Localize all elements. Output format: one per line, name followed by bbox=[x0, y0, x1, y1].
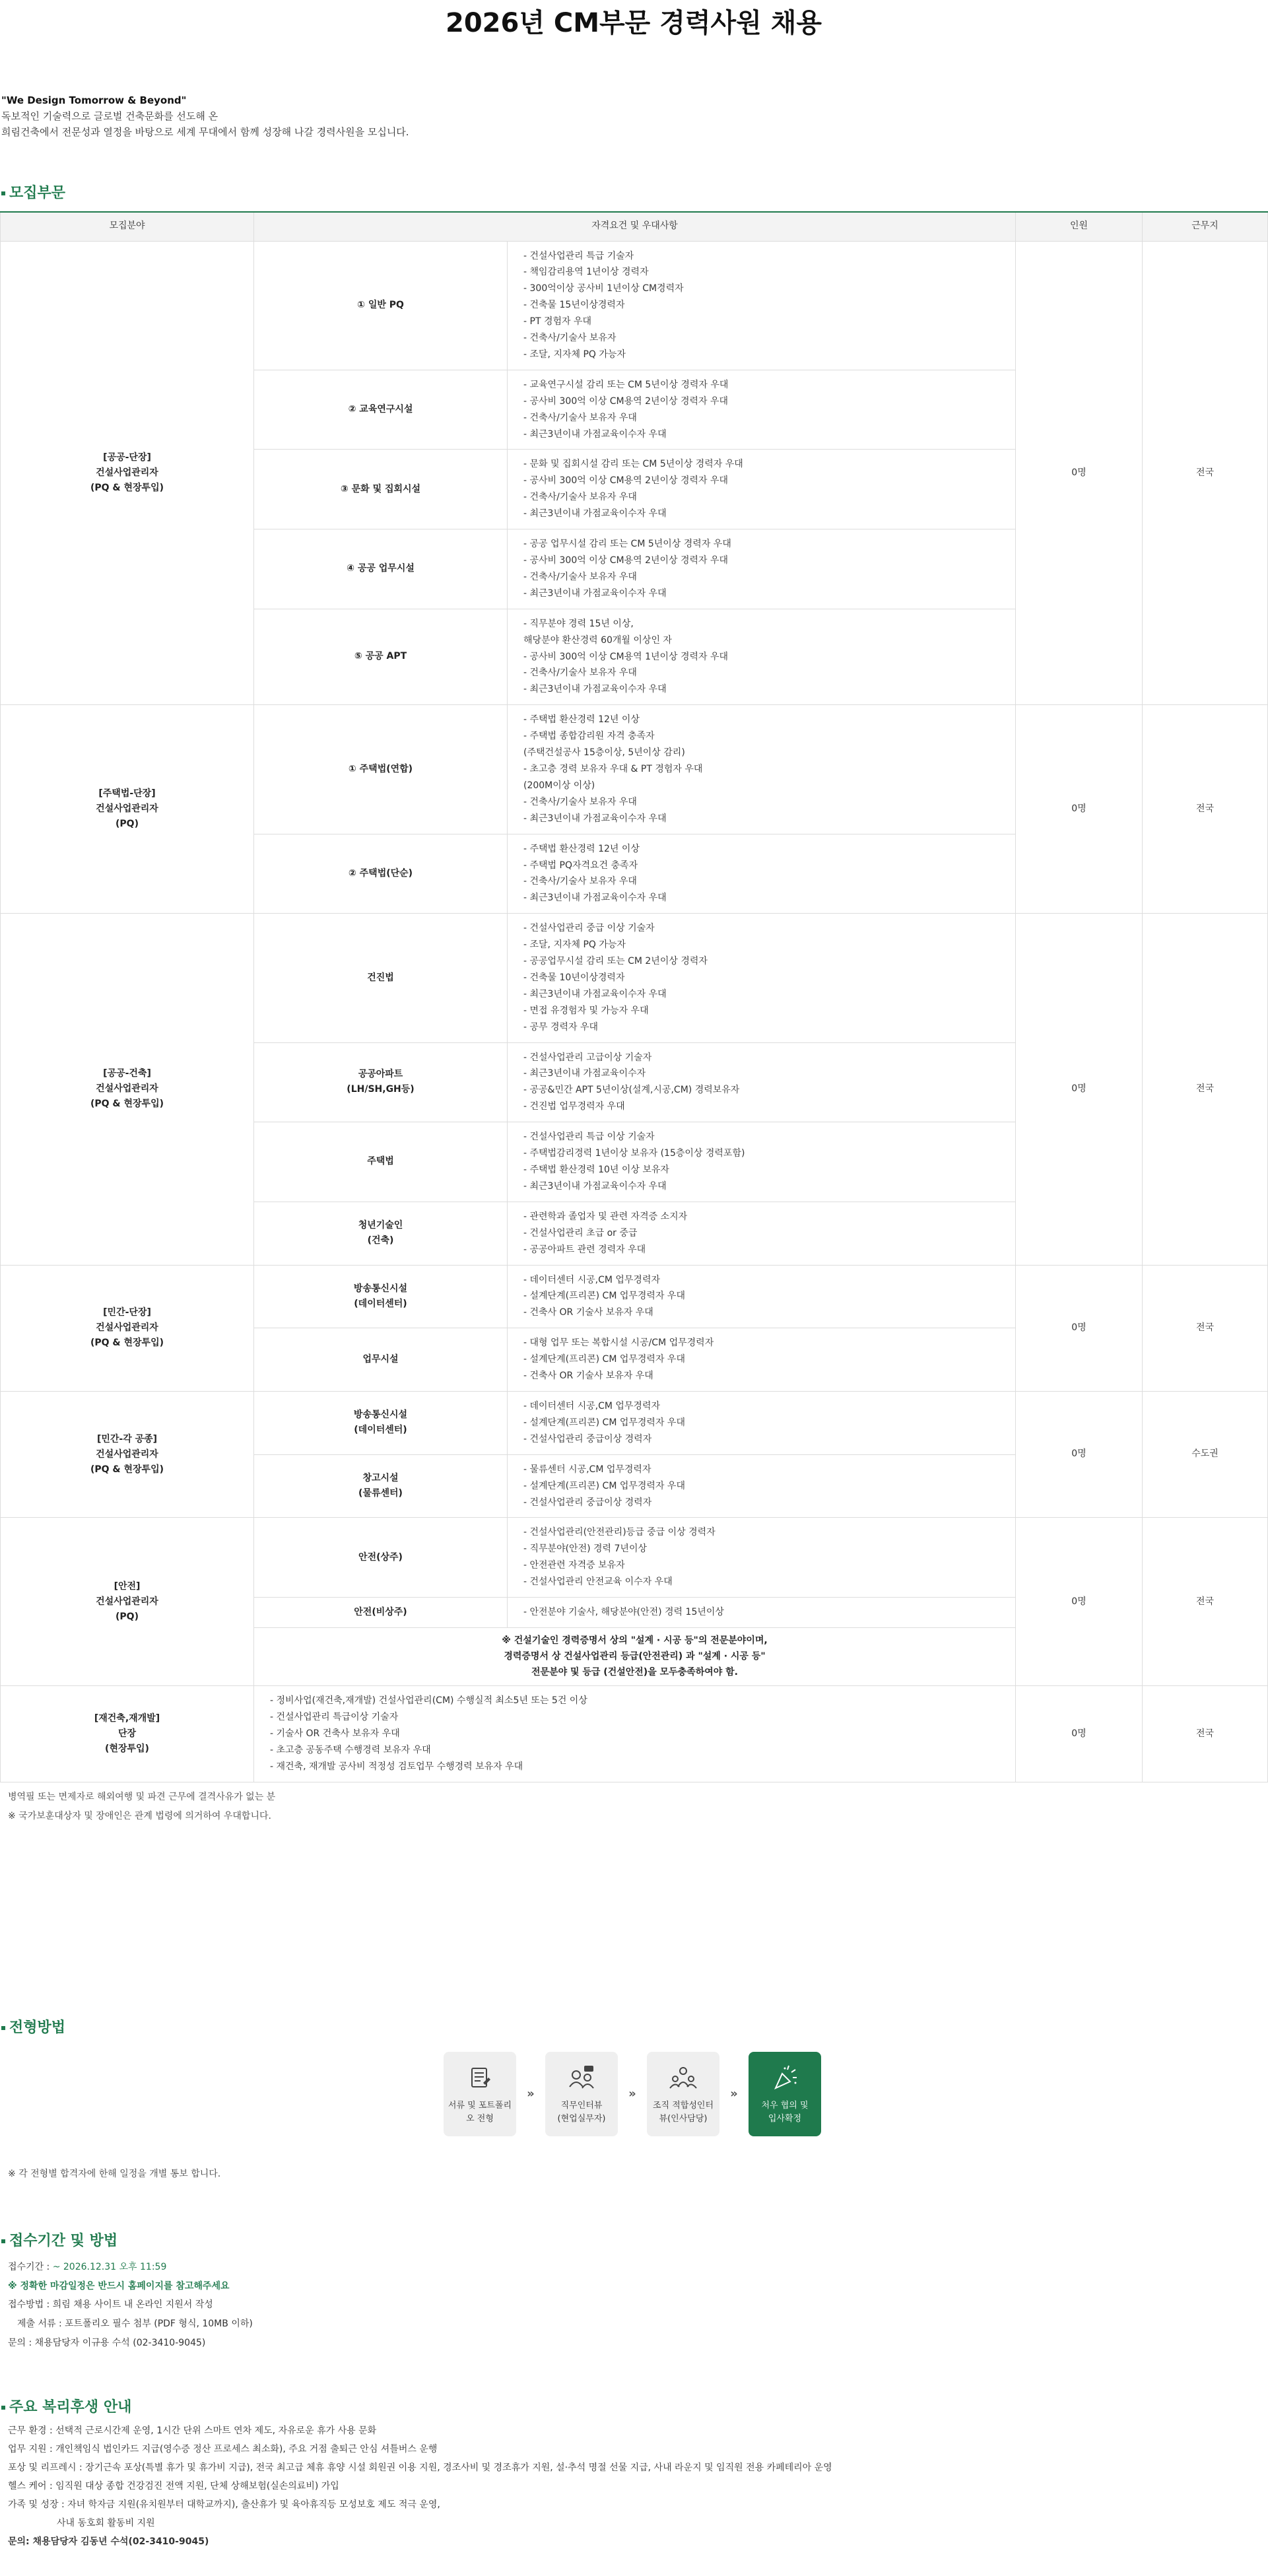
welfare-line: 헬스 케어 : 임직원 대상 종합 건강검진 전액 지원, 단체 상해보험(실손의료비) 가입 bbox=[8, 2481, 339, 2491]
interview-icon bbox=[566, 2062, 597, 2094]
area-line: [민간-단장] bbox=[103, 1307, 151, 1318]
requirement-line: - 공무 경력자 우대 bbox=[523, 1021, 599, 1033]
page-title: 2026년 CM부문 경력사원 채용 bbox=[445, 8, 822, 38]
location-cell: 전국 bbox=[1143, 914, 1268, 1265]
requirement-line: - 정비사업(재건축,재개발) 건설사업관리(CM) 수행실적 최소5년 또는 5건 이상 bbox=[270, 1695, 587, 1707]
sub-category-line: 방송통신시설 bbox=[353, 1283, 408, 1294]
requirement-line: - 최근3년이내 가점교육이수자 우대 bbox=[523, 988, 667, 1000]
area-cell bbox=[1, 1518, 254, 1686]
table-row bbox=[1, 241, 1268, 370]
requirement-line: - 설계단계(프리콘) CM 업무경력자 우대 bbox=[523, 1480, 685, 1491]
process-note: ※ 각 전형별 합격자에 한해 일정을 개별 통보 합니다. bbox=[8, 2169, 221, 2179]
requirement-line: - 최근3년이내 가점교육이수자 bbox=[523, 1068, 646, 1079]
requirement-line: - 건설사업관리 중급 이상 기술자 bbox=[523, 923, 655, 934]
chevron-right-icon: » bbox=[527, 2087, 535, 2101]
table-row bbox=[1, 1391, 1268, 1454]
chevron-right-icon: » bbox=[730, 2087, 738, 2101]
requirements-cell bbox=[508, 450, 1016, 529]
requirement-line: - 안전관련 자격증 보유자 bbox=[523, 1560, 625, 1571]
process-step-label bbox=[448, 2099, 512, 2125]
sub-category-line: 창고시설 bbox=[362, 1472, 399, 1483]
table-row bbox=[1, 914, 1268, 1042]
intro-slogan: "We Design Tomorrow & Beyond" bbox=[1, 94, 187, 106]
welfare-info bbox=[8, 2422, 832, 2551]
requirement-line: - 공사비 300억 이상 CM용역 2년이상 경력자 우대 bbox=[523, 395, 729, 407]
intro bbox=[0, 92, 1267, 140]
sub-category-line: 주택법 bbox=[367, 1156, 394, 1167]
section-title-text: 전형방법 bbox=[9, 2019, 66, 2036]
requirement-line: - 초고층 공동주택 수행경력 보유자 우대 bbox=[270, 1745, 431, 1756]
welfare-line: 업무 지원 : 개인책임식 법인카드 지급(영수증 정산 프로세스 최소화), 주요 거점 출퇴근 안심 셔틀버스 운행 bbox=[8, 2444, 438, 2455]
requirement-line: - 건축사/기술사 보유자 우대 bbox=[523, 876, 637, 887]
requirement-line: - 관련학과 졸업자 및 관련 자격증 소지자 bbox=[523, 1211, 688, 1222]
requirements-cell bbox=[508, 529, 1016, 609]
sub-category-line: (LH/SH,GH등) bbox=[347, 1084, 415, 1095]
area-line: 건설사업관리자 bbox=[96, 1448, 158, 1460]
location-cell: 전국 bbox=[1143, 705, 1268, 914]
requirement-line: - 조달, 지자체 PQ 가능자 bbox=[523, 939, 626, 951]
area-line: (PQ) bbox=[116, 819, 139, 830]
area-cell bbox=[1, 1686, 254, 1782]
location-cell: 수도권 bbox=[1143, 1391, 1268, 1517]
requirement-line: - 안전분야 기술사, 해당분야(안전) 경력 15년이상 bbox=[523, 1607, 724, 1618]
header-area: 모집분야 bbox=[1, 212, 254, 241]
area-line: (PQ) bbox=[116, 1611, 139, 1622]
count-cell: 0명 bbox=[1016, 914, 1143, 1265]
area-line: 건설사업관리자 bbox=[96, 1322, 158, 1334]
step-label-line: 직무인터뷰 bbox=[560, 2101, 603, 2111]
sub-category-line: 안전(비상주) bbox=[354, 1606, 407, 1617]
requirement-line: - 조달, 지자체 PQ 가능자 bbox=[523, 349, 626, 360]
location-cell: 전국 bbox=[1143, 1686, 1268, 1782]
sub-category-cell bbox=[254, 1454, 508, 1518]
requirement-line: - 설계단계(프리콘) CM 업무경력자 우대 bbox=[523, 1417, 685, 1428]
area-line: [공공-건축] bbox=[103, 1068, 151, 1079]
area-line: 건설사업관리자 bbox=[96, 1596, 158, 1607]
area-line: [공공-단장] bbox=[103, 452, 151, 463]
requirements-cell bbox=[508, 914, 1016, 1042]
requirement-line: (주택건설공사 15층이상, 5년이상 감리) bbox=[523, 747, 685, 759]
requirement-line: - 최근3년이내 가점교육이수자 우대 bbox=[523, 588, 667, 599]
section-bullet-icon bbox=[1, 2026, 5, 2030]
requirement-line: - 최근3년이내 가점교육이수자 우대 bbox=[523, 1180, 667, 1192]
sub-category-cell bbox=[254, 834, 508, 914]
requirement-line: - 공사비 300억 이상 CM용역 1년이상 경력자 우대 bbox=[523, 651, 729, 662]
requirements-cell bbox=[508, 241, 1016, 370]
area-cell bbox=[1, 1265, 254, 1391]
count-cell: 0명 bbox=[1016, 1391, 1143, 1517]
sub-category-line: ② 교육연구시설 bbox=[348, 404, 413, 415]
requirement-line: - 면접 유경험자 및 가능자 우대 bbox=[523, 1005, 649, 1016]
requirements-cell bbox=[508, 1518, 1016, 1598]
count-cell: 0명 bbox=[1016, 705, 1143, 914]
apply-info bbox=[8, 2258, 253, 2352]
process-step-label bbox=[761, 2099, 808, 2125]
requirement-line: - 건축사/기술사 보유자 우대 bbox=[523, 412, 637, 423]
count-cell: 0명 bbox=[1016, 1518, 1143, 1686]
requirement-line: - 공공아파트 관련 경력자 우대 bbox=[523, 1244, 646, 1255]
sub-category-cell bbox=[254, 450, 508, 529]
note-line: ※ 국가보훈대상자 및 장애인은 관계 법령에 의거하여 우대합니다. bbox=[8, 1810, 271, 1821]
requirement-line: - 직무분야(안전) 경력 7년이상 bbox=[523, 1543, 647, 1555]
requirement-line: - 건축물 15년이상경력자 bbox=[523, 300, 625, 311]
count-cell: 0명 bbox=[1016, 241, 1143, 705]
sub-category-cell bbox=[254, 609, 508, 705]
sub-category-cell bbox=[254, 1391, 508, 1454]
section-title-text: 모집부문 bbox=[9, 185, 66, 201]
requirements-cell bbox=[508, 1454, 1016, 1518]
requirement-line: - 데이터센터 시공,CM 업무경력자 bbox=[523, 1400, 660, 1411]
requirement-line: - 대형 업무 또는 복합시설 시공/CM 업무경력자 bbox=[523, 1338, 714, 1349]
process-step-label bbox=[558, 2099, 606, 2125]
requirements-cell bbox=[508, 1122, 1016, 1202]
requirement-line: - 설계단계(프리콘) CM 업무경력자 우대 bbox=[523, 1354, 685, 1365]
requirement-line: - 기술사 OR 건축사 보유자 우대 bbox=[270, 1728, 400, 1740]
sub-category-cell bbox=[254, 914, 508, 1042]
step-label-line: 뷰(인사담당) bbox=[659, 2113, 708, 2124]
requirement-line: - 300억이상 공사비 1년이상 CM경력자 bbox=[523, 283, 684, 294]
requirement-line: - 건설사업관리 초급 or 중급 bbox=[523, 1227, 638, 1238]
area-line: [재건축,재개발] bbox=[94, 1712, 160, 1724]
requirement-line: - 교육연구시설 감리 또는 CM 5년이상 경력자 우대 bbox=[523, 379, 729, 390]
process-step-interview bbox=[545, 2052, 618, 2136]
requirement-line: - 초고층 경력 보유자 우대 & PT 경험자 우대 bbox=[523, 763, 703, 774]
sub-category-line: (건축) bbox=[367, 1235, 394, 1246]
area-cell bbox=[1, 914, 254, 1265]
welfare-line: 포상 및 리프레시 : 장기근속 포상(특별 휴가 및 휴가비 지급), 전국 최고급 체휴 휴양 시설 회원권 이용 지원, 경조사비 및 경조휴가 지원, 설·추석 명절 선물 지급, 사내 라운지 및 임직원 전용 카페테리아 운영 bbox=[8, 2462, 832, 2473]
requirement-line: - 건설사업관리 특급 기술자 bbox=[523, 250, 634, 261]
celebration-icon bbox=[769, 2062, 801, 2094]
requirement-line: - 건축사 OR 기술사 보유자 우대 bbox=[523, 1307, 653, 1318]
apply-contact: 문의 : 채용담당자 이규용 수석 (02-3410-9045) bbox=[8, 2337, 206, 2348]
requirement-line: - 물류센터 시공,CM 업무경력자 bbox=[523, 1464, 651, 1475]
requirement-line: - 건축사/기술사 보유자 우대 bbox=[523, 667, 637, 679]
sub-category-line: 건진법 bbox=[367, 972, 394, 983]
requirements-cell bbox=[254, 1686, 1016, 1782]
requirement-line: - 공공 업무시설 감리 또는 CM 5년이상 경력자 우대 bbox=[523, 539, 731, 550]
requirement-line: - 건축사/기술사 보유자 우대 bbox=[523, 796, 637, 807]
requirement-line: - 주택법 PQ자격요건 충족자 bbox=[523, 860, 638, 871]
requirement-line: - 건진법 업무경력자 우대 bbox=[523, 1101, 625, 1112]
step-label-line: 오 전형 bbox=[466, 2113, 494, 2124]
notice-line: 경력증명서 상 건설사업관리 등급(안전관리) 과 "설계 · 시공 등" bbox=[504, 1650, 766, 1662]
requirement-line: - 건축사/기술사 보유자 우대 bbox=[523, 571, 637, 582]
area-line: [민간-각 공종] bbox=[96, 1433, 158, 1444]
requirement-line: - 공공업무시설 감리 또는 CM 2년이상 경력자 bbox=[523, 956, 708, 967]
area-line: (PQ & 현장투입) bbox=[90, 1099, 164, 1110]
sub-category-cell bbox=[254, 1598, 508, 1628]
area-line: 단장 bbox=[117, 1728, 137, 1740]
requirements-cell bbox=[508, 370, 1016, 450]
requirement-line: - 직무분야 경력 15년 이상, bbox=[523, 618, 634, 629]
chevron-right-icon: » bbox=[628, 2087, 636, 2101]
requirement-line: - PT 경험자 우대 bbox=[523, 316, 592, 327]
requirement-line: - 공공&민간 APT 5년이상(설계,시공,CM) 경력보유자 bbox=[523, 1085, 740, 1096]
area-cell bbox=[1, 241, 254, 705]
process-step-label bbox=[653, 2099, 714, 2125]
sub-category-line: ② 주택법(단순) bbox=[348, 867, 413, 879]
requirement-line: - 건축물 10년이상경력자 bbox=[523, 972, 625, 983]
area-line: [안전] bbox=[114, 1580, 141, 1592]
table-row bbox=[1, 1518, 1268, 1598]
sub-category-cell bbox=[254, 241, 508, 370]
requirements-cell bbox=[508, 1328, 1016, 1392]
welfare-line: 근무 환경 : 선택적 근로시간제 운영, 1시간 단위 스마트 연차 제도, 자유로운 휴가 사용 문화 bbox=[8, 2425, 377, 2436]
recruit-notes bbox=[0, 1788, 275, 1825]
requirement-line: - 주택법 환산경력 12년 이상 bbox=[523, 714, 640, 726]
area-line: (PQ & 현장투입) bbox=[90, 1338, 164, 1349]
welfare-contact: 문의: 채용담당자 김동년 수석(02-3410-9045) bbox=[8, 2536, 209, 2547]
count-cell: 0명 bbox=[1016, 1265, 1143, 1391]
requirement-line: - 공사비 300억 이상 CM용역 2년이상 경력자 우대 bbox=[523, 555, 729, 566]
apply-period-label: 접수기간 : bbox=[8, 2262, 53, 2272]
area-line: (PQ & 현장투입) bbox=[90, 482, 164, 493]
table-row bbox=[1, 1265, 1268, 1328]
notice-line: ※ 건설기술인 경력증명서 상의 "설계 · 시공 등"의 전문분야이며, bbox=[502, 1635, 768, 1646]
process-step-offer bbox=[749, 2052, 821, 2136]
requirement-line: - 주택법 환산경력 10년 이상 보유자 bbox=[523, 1165, 669, 1175]
requirement-line: - 건설사업관리 중급이상 경력자 bbox=[523, 1497, 652, 1508]
requirement-line: - 건축사/기술사 보유자 bbox=[523, 333, 617, 344]
area-cell bbox=[1, 1391, 254, 1517]
area-line: 건설사업관리자 bbox=[96, 803, 158, 815]
requirements-cell bbox=[508, 1042, 1016, 1122]
sub-category-line: ① 주택법(연합) bbox=[348, 763, 413, 774]
sub-category-line: 청년기술인 bbox=[358, 1220, 403, 1231]
sub-category-cell bbox=[254, 1265, 508, 1328]
process-step-document bbox=[444, 2052, 516, 2136]
requirement-line: (200M이상 이상) bbox=[523, 780, 595, 791]
sub-category-cell bbox=[254, 705, 508, 834]
recruit-section-title bbox=[0, 182, 65, 205]
area-line: 건설사업관리자 bbox=[96, 467, 158, 478]
requirements-cell bbox=[508, 1598, 1016, 1628]
sub-category-cell bbox=[254, 1202, 508, 1265]
sub-category-line: ⑤ 공공 APT bbox=[354, 651, 407, 662]
sub-category-line: (데이터센터) bbox=[354, 1298, 407, 1309]
location-cell: 전국 bbox=[1143, 1518, 1268, 1686]
recruit-table bbox=[0, 211, 1268, 1782]
section-title-text: 주요 복리후생 안내 bbox=[9, 2399, 132, 2416]
sub-category-cell bbox=[254, 370, 508, 450]
count-cell: 0명 bbox=[1016, 1686, 1143, 1782]
step-label-line: 입사확정 bbox=[768, 2113, 802, 2124]
requirement-line: - 재건축, 재개발 공사비 적정성 검토업무 수행경력 보유자 우대 bbox=[270, 1761, 523, 1772]
header-requirements: 자격요건 및 우대사항 bbox=[254, 212, 1016, 241]
apply-warning: ※ 정확한 마감일정은 반드시 홈페이지를 참고해주세요 bbox=[8, 2280, 230, 2291]
area-cell bbox=[1, 705, 254, 914]
section-title-text: 접수기간 및 방법 bbox=[9, 2233, 118, 2249]
step-label-line: 처우 협의 및 bbox=[761, 2101, 809, 2111]
requirements-cell bbox=[508, 1391, 1016, 1454]
requirement-line: - 주택법 종합감리원 자격 충족자 bbox=[523, 731, 655, 742]
requirements-cell bbox=[508, 705, 1016, 834]
intro-line: 희림건축에서 전문성과 열정을 바탕으로 세계 무대에서 함께 성장해 나갈 경력사원을 모십니다. bbox=[1, 126, 409, 138]
table-row bbox=[1, 1686, 1268, 1782]
sub-category-cell bbox=[254, 1122, 508, 1202]
notice-line: 전문분야 및 등급 (건설안전)을 모두충족하여야 함. bbox=[531, 1666, 738, 1678]
area-line: [주택법-단장] bbox=[98, 788, 156, 799]
team-icon bbox=[667, 2062, 699, 2094]
requirement-line: - 책임감리용역 1년이상 경력자 bbox=[523, 267, 649, 278]
location-cell: 전국 bbox=[1143, 241, 1268, 705]
sub-category-line: (데이터센터) bbox=[354, 1425, 407, 1436]
requirement-line: - 데이터센터 시공,CM 업무경력자 bbox=[523, 1274, 660, 1285]
area-line: (PQ & 현장투입) bbox=[90, 1464, 164, 1475]
apply-docs: 제출 서류 : 포트폴리오 필수 첨부 (PDF 형식, 10MB 이하) bbox=[17, 2319, 253, 2330]
section-bullet-icon bbox=[1, 191, 5, 195]
header-count: 인원 bbox=[1016, 212, 1143, 241]
requirement-line: - 건설사업관리(안전관리)등급 중급 이상 경력자 bbox=[523, 1527, 716, 1538]
sub-category-line: 업무시설 bbox=[362, 1354, 399, 1365]
requirement-line: - 건축사/기술사 보유자 우대 bbox=[523, 492, 637, 503]
requirement-line: - 건설사업관리 고급이상 기술자 bbox=[523, 1052, 652, 1063]
header-location: 근무지 bbox=[1143, 212, 1268, 241]
location-cell: 전국 bbox=[1143, 1265, 1268, 1391]
requirement-line: - 최근3년이내 가점교육이수자 우대 bbox=[523, 428, 667, 440]
requirement-line: - 건설사업관리 특급이상 기술자 bbox=[270, 1712, 399, 1723]
requirement-line: - 주택법 환산경력 12년 이상 bbox=[523, 843, 640, 854]
requirements-cell bbox=[508, 1202, 1016, 1265]
step-label-line: 조직 적합성인터 bbox=[652, 2101, 714, 2111]
requirement-line: - 건설사업관리 안전교육 이수자 우대 bbox=[523, 1576, 673, 1588]
welfare-line: 가족 및 성장 : 자녀 학자금 지원(유치원부터 대학교까지), 출산휴가 및 육아휴직등 모성보호 제도 적극 운영, bbox=[8, 2499, 440, 2510]
note-line: 병역필 또는 면제자로 해외여행 및 파견 근무에 결격사유가 없는 분 bbox=[8, 1792, 276, 1802]
requirements-cell bbox=[508, 834, 1016, 914]
table-header-row bbox=[1, 212, 1268, 241]
process-steps bbox=[444, 2052, 821, 2136]
requirement-line: - 건설사업관리 중급이상 경력자 bbox=[523, 1433, 652, 1444]
sub-category-cell bbox=[254, 1042, 508, 1122]
requirement-line: - 설계단계(프리콘) CM 업무경력자 우대 bbox=[523, 1291, 685, 1302]
welfare-section-title bbox=[0, 2396, 131, 2419]
sub-category-cell bbox=[254, 1328, 508, 1392]
sub-category-line: ① 일반 PQ bbox=[357, 300, 404, 311]
recruit-table-body bbox=[1, 241, 1268, 1782]
area-line: (현장투입) bbox=[105, 1744, 149, 1755]
apply-period-value: ~ 2026.12.31 오후 11:59 bbox=[52, 2262, 167, 2272]
table-row bbox=[1, 705, 1268, 834]
requirement-line: - 최근3년이내 가점교육이수자 우대 bbox=[523, 893, 667, 904]
requirement-line: - 주택법감리경력 1년이상 보유자 (15층이상 경력포함) bbox=[523, 1148, 745, 1159]
sub-category-cell bbox=[254, 1518, 508, 1598]
section-bullet-icon bbox=[1, 2239, 5, 2243]
sub-category-cell bbox=[254, 529, 508, 609]
document-icon bbox=[464, 2062, 496, 2094]
sub-category-line: ④ 공공 업무시설 bbox=[347, 563, 415, 574]
requirements-cell bbox=[508, 1265, 1016, 1328]
sub-category-line: 안전(상주) bbox=[358, 1551, 403, 1563]
sub-category-line: 방송통신시설 bbox=[353, 1409, 408, 1421]
requirement-line: - 문화 및 집회시설 감리 또는 CM 5년이상 경력자 우대 bbox=[523, 459, 743, 470]
requirement-line: - 공사비 300억 이상 CM용역 2년이상 경력자 우대 bbox=[523, 475, 729, 487]
requirements-cell bbox=[508, 609, 1016, 705]
sub-category-line: 공공아파트 bbox=[358, 1069, 403, 1080]
requirement-line: - 건설사업관리 특급 이상 기술자 bbox=[523, 1132, 655, 1143]
process-step-culture-fit bbox=[647, 2052, 719, 2136]
requirement-line: - 건축사 OR 기술사 보유자 우대 bbox=[523, 1371, 653, 1382]
requirement-line: - 최근3년이내 가점교육이수자 우대 bbox=[523, 813, 667, 824]
apply-method: 접수방법 : 희림 채용 사이트 내 온라인 지원서 작성 bbox=[8, 2299, 213, 2311]
requirement-line: - 최근3년이내 가점교육이수자 우대 bbox=[523, 508, 667, 520]
step-label-line: (현업실무자) bbox=[557, 2113, 606, 2124]
sub-category-line: ③ 문화 및 집회시설 bbox=[340, 483, 421, 494]
sub-category-line: (물류센터) bbox=[358, 1488, 403, 1499]
process-section-title bbox=[0, 2017, 65, 2039]
requirement-line: 해당분야 환산경력 60개월 이상인 자 bbox=[523, 634, 672, 646]
apply-period bbox=[8, 2258, 253, 2277]
section-bullet-icon bbox=[1, 2406, 5, 2410]
notice-cell bbox=[254, 1627, 1016, 1685]
area-line: 건설사업관리자 bbox=[96, 1083, 158, 1095]
requirement-line: - 최근3년이내 가점교육이수자 우대 bbox=[523, 684, 667, 695]
intro-line: 독보적인 기술력으로 글로벌 건축문화를 선도해 온 bbox=[1, 110, 218, 122]
step-label-line: 서류 및 포트폴리 bbox=[448, 2101, 512, 2111]
apply-section-title bbox=[0, 2230, 117, 2253]
welfare-line: 사내 동호회 활동비 지원 bbox=[57, 2518, 155, 2528]
